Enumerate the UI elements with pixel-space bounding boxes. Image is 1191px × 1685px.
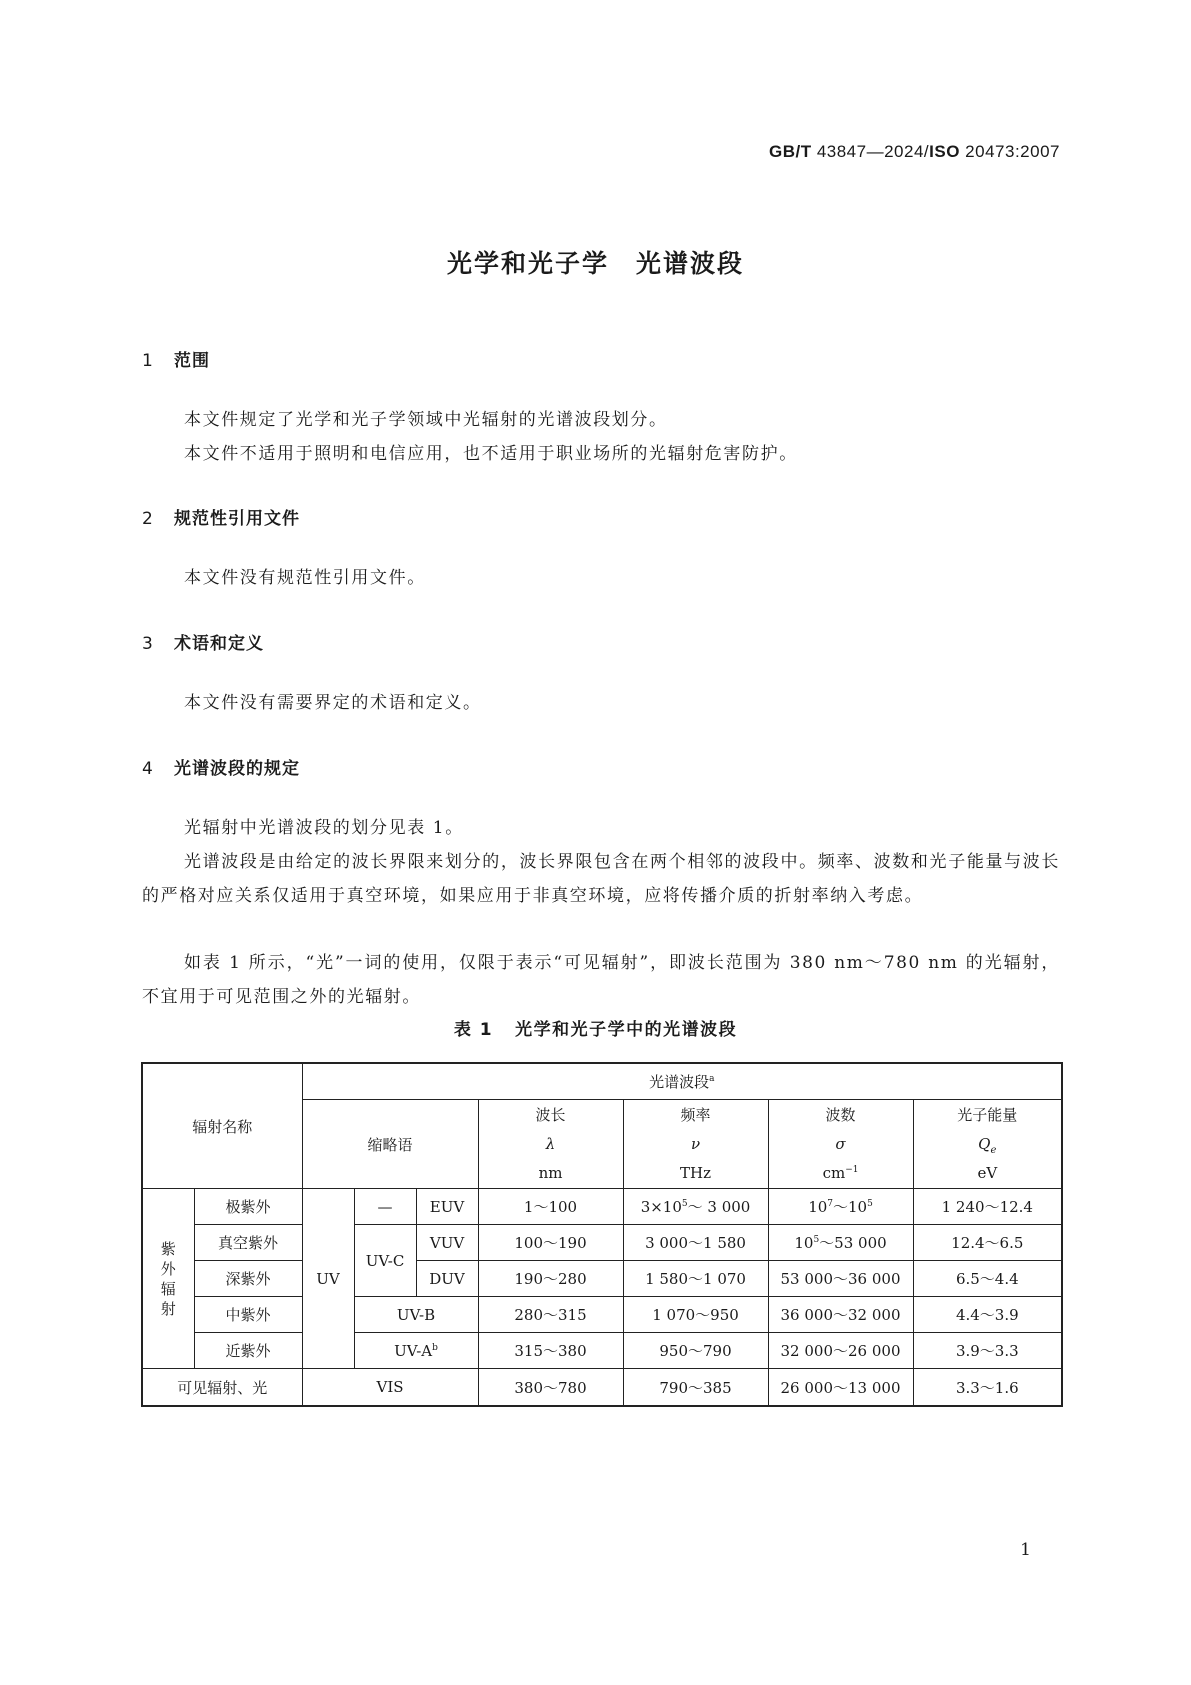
cell-frequency: $3\times 10^5\sim$ 3 000: [623, 1189, 768, 1225]
uv-group-label: 紫外辐射: [142, 1189, 194, 1369]
section-4-heading: 4 光谱波段的规定: [142, 759, 300, 779]
scope-paragraph-1: 本文件规定了光学和光子学领域中光辐射的光谱波段划分。: [184, 410, 668, 430]
header-code: 43847—2024/: [816, 142, 930, 161]
table-row-duv: [142, 1261, 1062, 1297]
cell-wavenumber: 32 000～26 000: [768, 1333, 913, 1369]
table-row-euv: [142, 1189, 1062, 1225]
cell-wavenumber: 26 000～13 000: [768, 1369, 913, 1407]
cell-wavelength: 380～780: [478, 1369, 623, 1407]
cell-wavelength: 1～100: [478, 1189, 623, 1225]
cell-abbr: VUV: [416, 1225, 478, 1261]
header-spectral-band: 光谱波段$^a$: [302, 1063, 1062, 1100]
cell-energy: 3.9～3.3: [913, 1333, 1062, 1369]
spec-paragraph-3: 如表 1 所示，“光”一词的使用，仅限于表示“可见辐射”，即波长范围为 380 nm～780 nm 的光辐射，不宜用于可见范围之外的光辐射。: [142, 953, 1060, 1007]
cell-wavenumber: $10^5\sim 53$ 000: [768, 1225, 913, 1261]
header-std: GB/T: [768, 142, 812, 161]
cell-energy: 3.3～1.6: [913, 1369, 1062, 1407]
header-frequency: 频率 ν THz: [623, 1100, 768, 1189]
section-1-heading: 1 范围: [142, 351, 210, 371]
cell-name: 真空紫外: [194, 1225, 302, 1261]
footnote-a-mark: a: [709, 1074, 715, 1084]
header-photon-energy: 光子能量 $Q_e$ eV: [913, 1100, 1062, 1189]
header-iso: ISO: [929, 142, 960, 161]
scope-paragraph-2: 本文件不适用于照明和电信应用，也不适用于职业场所的光辐射危害防护。: [184, 444, 798, 464]
cell-energy: 12.4～6.5: [913, 1225, 1062, 1261]
header-iso-code: 20473:2007: [965, 142, 1060, 161]
cell-frequency: 950～790: [623, 1333, 768, 1369]
cell-name: 可见辐射、光: [142, 1369, 302, 1407]
spectral-band-table: [141, 1062, 1063, 1407]
cell-wavelength: 315～380: [478, 1333, 623, 1369]
normref-paragraph: 本文件没有规范性引用文件。: [184, 568, 426, 588]
header-radiation-name: 辐射名称: [142, 1063, 302, 1189]
header-wavenumber: 波数 σ $cm^{-1}$: [768, 1100, 913, 1189]
spec-paragraph-1: 光辐射中光谱波段的划分见表 1。: [184, 818, 464, 838]
cell-wavelength: 100～190: [478, 1225, 623, 1261]
table-row-uva: [142, 1333, 1062, 1369]
document-title: 光学和光子学 光谱波段: [446, 249, 744, 278]
cell-abbr: DUV: [416, 1261, 478, 1297]
cell-abbr: UV-B: [354, 1297, 478, 1333]
cell-frequency: 1 070～950: [623, 1297, 768, 1333]
cell-uv: UV: [302, 1189, 354, 1369]
header-wavelength: 波长 λ nm: [478, 1100, 623, 1189]
cell-name: 极紫外: [194, 1189, 302, 1225]
table-caption: 表 1 光学和光子学中的光谱波段: [453, 1020, 738, 1040]
cell-frequency: 3 000～1 580: [623, 1225, 768, 1261]
cell-abbr: VIS: [302, 1369, 478, 1407]
cell-energy: 4.4～3.9: [913, 1297, 1062, 1333]
cell-wavenumber: $10^7\sim 10^5$: [768, 1189, 913, 1225]
cell-wavelength: 190～280: [478, 1261, 623, 1297]
table-row-uvb: [142, 1297, 1062, 1333]
section-2-heading: 2 规范性引用文件: [142, 509, 300, 529]
cell-wavenumber: 36 000～32 000: [768, 1297, 913, 1333]
cell-energy: 6.5～4.4: [913, 1261, 1062, 1297]
spec-paragraph-2: 光谱波段是由给定的波长界限来划分的，波长界限包含在两个相邻的波段中。频率、波数和光子能量与波长的严格对应关系仅适用于真空环境，如果应用于非真空环境，应将传播介质的折射率纳入考虑。: [142, 852, 1060, 906]
cell-wavelength: 280～315: [478, 1297, 623, 1333]
table-header-row-1: [142, 1063, 1062, 1100]
cell-wavenumber: 53 000～36 000: [768, 1261, 913, 1297]
cell-uvc: UV-C: [354, 1225, 416, 1297]
table-row-vuv: [142, 1225, 1062, 1261]
table-row-vis: [142, 1369, 1062, 1407]
document-header: [769, 142, 1060, 162]
footnote-b-mark: b: [432, 1342, 438, 1353]
cell-abbr: EUV: [416, 1189, 478, 1225]
cell-energy: 1 240～12.4: [913, 1189, 1062, 1225]
cell-abbr: $UV-A^b$: [354, 1333, 478, 1369]
cell-name: 深紫外: [194, 1261, 302, 1297]
cell-frequency: 790～385: [623, 1369, 768, 1407]
terms-paragraph: 本文件没有需要界定的术语和定义。: [184, 693, 482, 713]
section-3-heading: 3 术语和定义: [142, 634, 264, 654]
header-abbreviation: 缩略语: [302, 1100, 478, 1189]
cell-name: 近紫外: [194, 1333, 302, 1369]
cell-dash: —: [354, 1189, 416, 1225]
cell-frequency: 1 580～1 070: [623, 1261, 768, 1297]
cell-name: 中紫外: [194, 1297, 302, 1333]
page-number: 1: [1020, 1540, 1031, 1560]
